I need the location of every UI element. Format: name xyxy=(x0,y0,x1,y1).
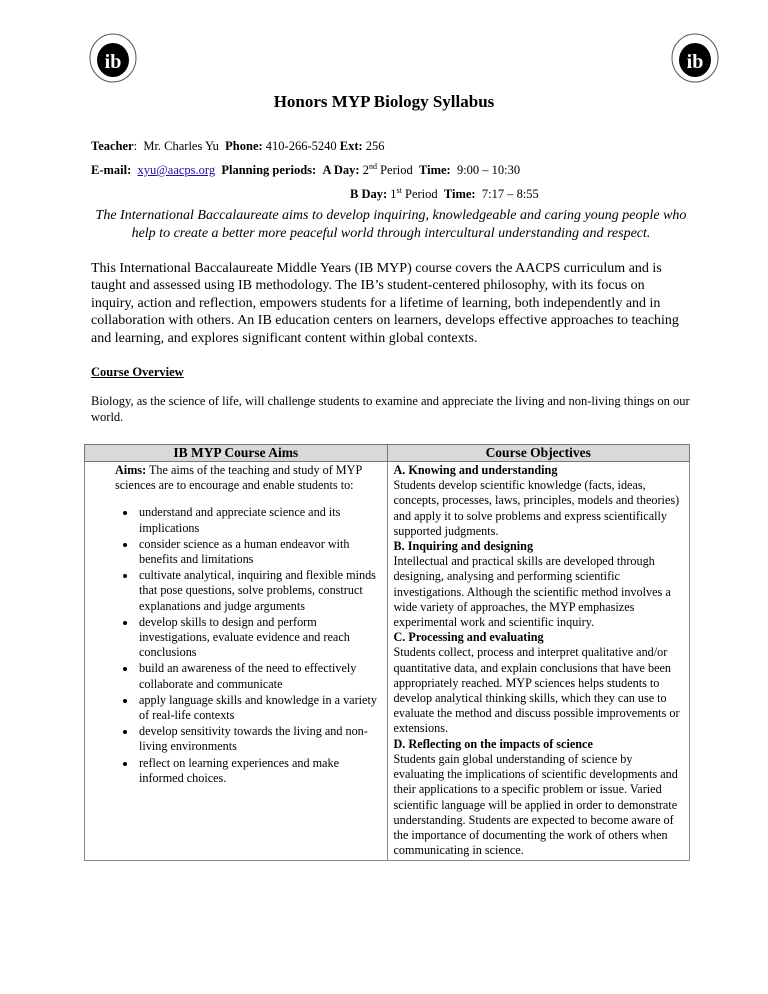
aim-item: • cultivate analytical, inquiring and flexible minds that pose questions, solve problems, construct explanations and judge arguments xyxy=(137,568,383,614)
a-day-suffix: nd xyxy=(368,162,377,171)
page-title: Honors MYP Biology Syllabus xyxy=(273,92,495,111)
table-header-row xyxy=(85,445,690,462)
teacher-label: Teacher xyxy=(91,139,134,153)
ib-mission-statement: The International Baccalaureate aims to develop inquiring, knowledgeable and caring young people who help to create a better more peaceful world through intercultural understanding and respect. xyxy=(95,208,687,241)
header-aims: IB MYP Course Aims xyxy=(85,445,388,462)
objective-d xyxy=(394,737,684,859)
b-day-suffix: st xyxy=(396,186,402,195)
objective-a xyxy=(394,463,684,539)
course-overview-text: Biology, as the science of life, will challenge students to examine and appreciate the living and non-living things on our world. xyxy=(91,394,690,424)
objective-c xyxy=(394,630,684,736)
svg-text:ib: ib xyxy=(686,51,704,73)
svg-text:ib: ib xyxy=(104,51,122,73)
b-day-label: B Day: xyxy=(350,187,388,201)
time-label: Time: xyxy=(418,163,451,177)
planning-label: Planning periods: xyxy=(221,163,317,177)
phone-label: Phone: xyxy=(225,139,263,153)
aim-item: • develop skills to design and perform investigations, evaluate evidence and reach conclusions xyxy=(137,615,383,661)
aim-item: • consider science as a human endeavor with benefits and limitations xyxy=(137,537,383,567)
objective-text: Students collect, process and interpret qualitative and/or quantitative data, and explain conclusions that have been appropriately reached. MYP sciences helps students to develop analytical thinking skills, which they can use to evaluate the method and discuss possible improvements or extensions. xyxy=(393,645,680,736)
a-day-number: 2 xyxy=(362,163,369,177)
b-day-line xyxy=(91,186,691,202)
b-day-number: 1 xyxy=(390,187,397,201)
aims-intro-text: The aims of the teaching and study of MYP sciences are to encourage and enable students to: xyxy=(115,463,362,493)
aims-label: Aims: xyxy=(115,463,147,478)
objective-title: D. Reflecting on the impacts of science xyxy=(393,736,593,751)
a-day-time: 9:00 – 10:30 xyxy=(456,163,521,177)
aims-objectives-table xyxy=(84,444,690,861)
aim-item: • understand and appreciate science and its implications xyxy=(137,505,383,535)
ext-label: Ext: xyxy=(339,139,363,153)
phone-number: 410-266-5240 xyxy=(265,139,337,153)
aims-list xyxy=(115,505,383,786)
objectives-column xyxy=(387,462,690,861)
aim-item: • build an awareness of the need to effectively collaborate and communicate xyxy=(137,661,383,691)
contact-line xyxy=(91,162,691,178)
aims-column xyxy=(85,462,388,861)
aim-item: • reflect on learning experiences and make informed choices. xyxy=(137,756,383,786)
aim-item: • develop sensitivity towards the living and non-living environments xyxy=(137,724,383,754)
objective-b xyxy=(394,539,684,630)
document-body xyxy=(91,92,691,861)
ib-world-school-logo xyxy=(88,32,138,84)
objective-text: Intellectual and practical skills are developed through designing, analysing and performing scientific investigations. Although the scientific method involves a wide variety of approaches, the MYP emphasizes experimental work and scientific inquiry. xyxy=(393,554,671,630)
objective-text: Students gain global understanding of science by evaluating the implications of scientific developments and their applications to a specific problem or issue. Varied scientific language will be applied in order to demonstrate understanding. Students are expected to become aware of the importance of documenting the work of others when communicating in science. xyxy=(393,751,678,858)
b-day-time: 7:17 – 8:55 xyxy=(481,187,539,201)
table-row xyxy=(85,462,690,861)
email-label: E-mail: xyxy=(91,163,132,177)
ib-world-school-logo xyxy=(670,32,720,84)
objective-title: A. Knowing and understanding xyxy=(393,463,558,478)
time-label: Time: xyxy=(443,187,476,201)
teacher-line: Teacher: Mr. Charles Yu Phone: 410-266-5240 Ext: 256 xyxy=(91,139,385,153)
objective-text: Students develop scientific knowledge (facts, ideas, concepts, processes, laws, principles, models and theories) and apply it to solve problems and express scientifically supported judgments. xyxy=(393,478,680,538)
aim-item: • apply language skills and knowledge in a variety of real-life contexts xyxy=(137,693,383,723)
objective-title: B. Inquiring and designing xyxy=(393,539,534,554)
objective-title: C. Processing and evaluating xyxy=(393,630,544,645)
a-day-period: Period xyxy=(380,163,413,177)
teacher-name: Mr. Charles Yu xyxy=(143,139,219,153)
ext-number: 256 xyxy=(365,139,385,153)
email-link[interactable]: xyu@aacps.org xyxy=(137,163,216,177)
b-day-period: Period xyxy=(405,187,438,201)
course-overview-heading: Course Overview xyxy=(91,365,184,380)
aims-intro xyxy=(115,463,383,493)
intro-paragraph: This International Baccalaureate Middle Years (IB MYP) course covers the AACPS curriculum and is taught and assessed using IB methodology. The IB’s student-centered philosophy, with its focus on inquiry, action and reflection, empowers students for a lifetime of learning, both independently and in collaboration with others. An IB education centers on learners, develops effective approaches to teaching and learning, and explores significant content within global contexts. xyxy=(91,261,679,346)
header-objectives: Course Objectives xyxy=(387,445,690,462)
a-day-label: A Day: xyxy=(322,163,360,177)
